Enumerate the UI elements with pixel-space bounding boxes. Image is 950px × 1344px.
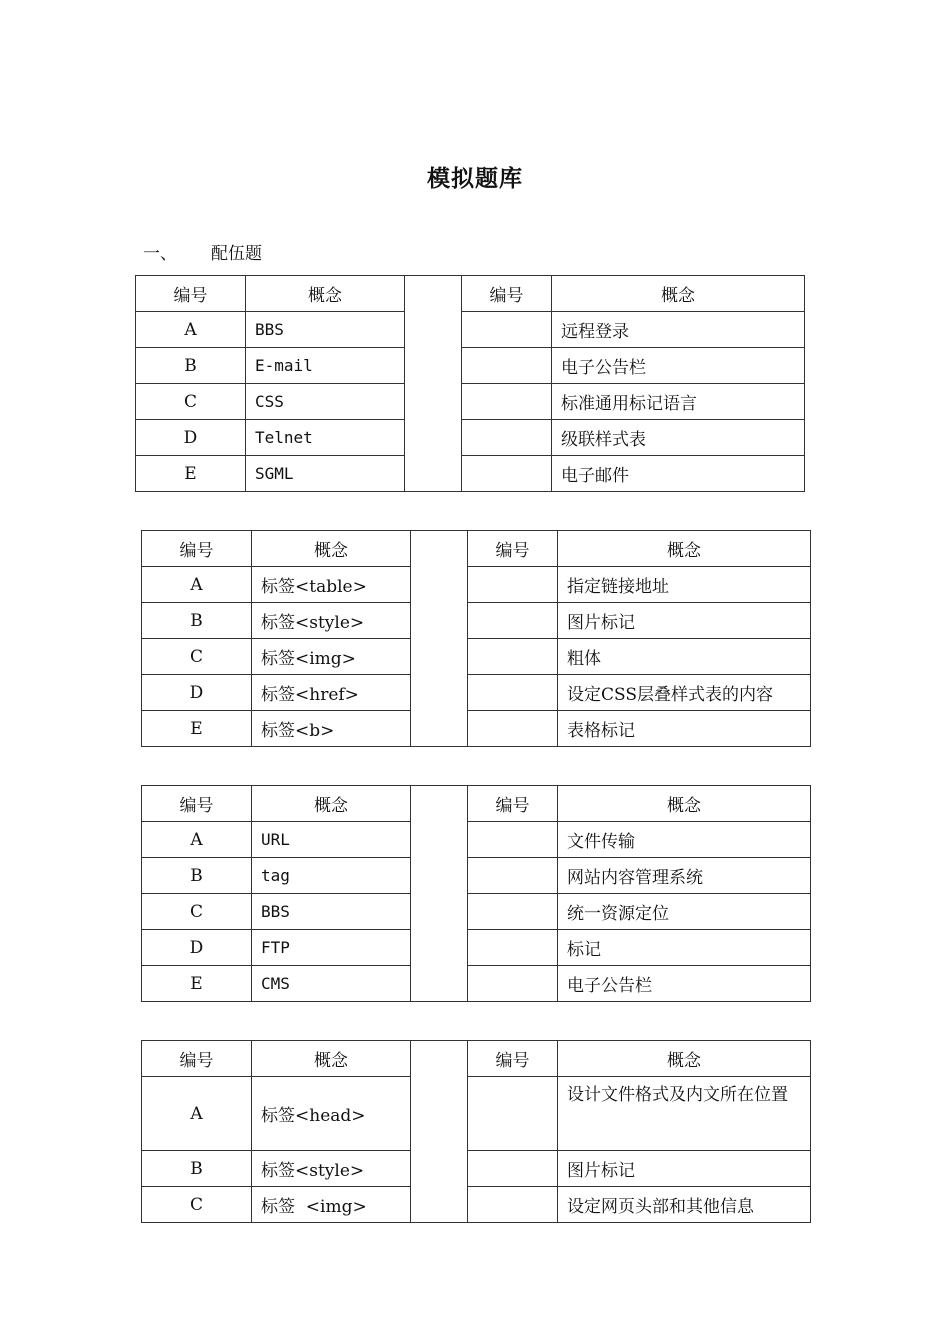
row-term: Telnet bbox=[246, 420, 405, 456]
row-id: D bbox=[142, 675, 252, 711]
table-gap bbox=[411, 1041, 468, 1223]
table-row bbox=[142, 858, 811, 894]
answer-cell[interactable] bbox=[468, 603, 558, 639]
table-gap bbox=[411, 786, 468, 1002]
row-term: E-mail bbox=[246, 348, 405, 384]
row-concept: 电子公告栏 bbox=[558, 966, 811, 1002]
row-concept: 设定网页头部和其他信息 bbox=[558, 1187, 811, 1223]
header-id-left: 编号 bbox=[142, 786, 252, 822]
answer-cell[interactable] bbox=[468, 711, 558, 747]
row-term: 标签<table> bbox=[252, 567, 411, 603]
row-concept: 电子公告栏 bbox=[552, 348, 805, 384]
row-concept: 粗体 bbox=[558, 639, 811, 675]
table-row bbox=[136, 456, 805, 492]
row-term: 标签<style> bbox=[252, 603, 411, 639]
row-concept: 网站内容管理系统 bbox=[558, 858, 811, 894]
row-id: A bbox=[142, 567, 252, 603]
row-concept: 表格标记 bbox=[558, 711, 811, 747]
header-concept-right: 概念 bbox=[558, 531, 811, 567]
row-id: B bbox=[142, 858, 252, 894]
header-concept-right: 概念 bbox=[558, 1041, 811, 1077]
matching-table-4 bbox=[141, 1040, 811, 1223]
answer-cell[interactable] bbox=[462, 456, 552, 492]
row-term: SGML bbox=[246, 456, 405, 492]
table-row bbox=[142, 966, 811, 1002]
answer-cell[interactable] bbox=[468, 894, 558, 930]
row-term: BBS bbox=[246, 312, 405, 348]
matching-table-2 bbox=[141, 530, 811, 747]
table-row bbox=[142, 675, 811, 711]
answer-cell[interactable] bbox=[462, 348, 552, 384]
table-row bbox=[142, 711, 811, 747]
table-row bbox=[142, 930, 811, 966]
answer-cell[interactable] bbox=[468, 822, 558, 858]
row-term: tag bbox=[252, 858, 411, 894]
table-row bbox=[142, 639, 811, 675]
row-term: FTP bbox=[252, 930, 411, 966]
row-term: BBS bbox=[252, 894, 411, 930]
section-heading bbox=[143, 239, 262, 264]
section-number: 一、 bbox=[143, 244, 177, 264]
row-id: A bbox=[142, 822, 252, 858]
row-concept: 远程登录 bbox=[552, 312, 805, 348]
table-row bbox=[142, 1151, 811, 1187]
table-header-row bbox=[142, 1041, 811, 1077]
answer-cell[interactable] bbox=[462, 384, 552, 420]
header-concept-left: 概念 bbox=[252, 531, 411, 567]
row-concept: 标准通用标记语言 bbox=[552, 384, 805, 420]
table-header-row bbox=[136, 276, 805, 312]
row-concept: 文件传输 bbox=[558, 822, 811, 858]
table-gap bbox=[405, 276, 462, 492]
header-id-right: 编号 bbox=[462, 276, 552, 312]
table-row bbox=[142, 1077, 811, 1151]
row-term: 标签<href> bbox=[252, 675, 411, 711]
answer-cell[interactable] bbox=[468, 639, 558, 675]
row-id: E bbox=[142, 711, 252, 747]
row-id: A bbox=[142, 1077, 252, 1151]
answer-cell[interactable] bbox=[468, 1077, 558, 1151]
row-id: B bbox=[142, 603, 252, 639]
row-term: CSS bbox=[246, 384, 405, 420]
row-concept: 设定CSS层叠样式表的内容 bbox=[558, 675, 811, 711]
answer-cell[interactable] bbox=[468, 1151, 558, 1187]
row-id: A bbox=[136, 312, 246, 348]
row-id: D bbox=[142, 930, 252, 966]
header-concept-left: 概念 bbox=[246, 276, 405, 312]
table-row bbox=[142, 1187, 811, 1223]
row-id: C bbox=[142, 1187, 252, 1223]
row-concept: 标记 bbox=[558, 930, 811, 966]
answer-cell[interactable] bbox=[468, 966, 558, 1002]
table-row bbox=[142, 822, 811, 858]
header-id-left: 编号 bbox=[136, 276, 246, 312]
page-title: 模拟题库 bbox=[427, 165, 523, 192]
row-id: B bbox=[136, 348, 246, 384]
answer-cell[interactable] bbox=[462, 420, 552, 456]
answer-cell[interactable] bbox=[468, 567, 558, 603]
table-row bbox=[142, 567, 811, 603]
header-concept-left: 概念 bbox=[252, 1041, 411, 1077]
table-row bbox=[136, 312, 805, 348]
row-concept: 图片标记 bbox=[558, 603, 811, 639]
row-id: C bbox=[136, 384, 246, 420]
header-id-right: 编号 bbox=[468, 1041, 558, 1077]
table-row bbox=[136, 348, 805, 384]
answer-cell[interactable] bbox=[468, 1187, 558, 1223]
answer-cell[interactable] bbox=[462, 312, 552, 348]
answer-cell[interactable] bbox=[468, 858, 558, 894]
header-concept-right: 概念 bbox=[558, 786, 811, 822]
table-row bbox=[136, 384, 805, 420]
row-concept: 图片标记 bbox=[558, 1151, 811, 1187]
table-row bbox=[136, 420, 805, 456]
row-term: CMS bbox=[252, 966, 411, 1002]
row-concept: 级联样式表 bbox=[552, 420, 805, 456]
row-concept: 指定链接地址 bbox=[558, 567, 811, 603]
matching-table-3 bbox=[141, 785, 811, 1002]
header-concept-left: 概念 bbox=[252, 786, 411, 822]
row-concept: 统一资源定位 bbox=[558, 894, 811, 930]
header-id-right: 编号 bbox=[468, 786, 558, 822]
matching-table-1 bbox=[135, 275, 805, 492]
row-term: 标签 <img> bbox=[252, 1187, 411, 1223]
header-id-left: 编号 bbox=[142, 531, 252, 567]
header-concept-right: 概念 bbox=[552, 276, 805, 312]
row-term: 标签<b> bbox=[252, 711, 411, 747]
table-header-row bbox=[142, 786, 811, 822]
row-term: 标签<head> bbox=[252, 1077, 411, 1151]
row-term: 标签<style> bbox=[252, 1151, 411, 1187]
row-id: C bbox=[142, 894, 252, 930]
header-id-right: 编号 bbox=[468, 531, 558, 567]
row-id: C bbox=[142, 639, 252, 675]
table-gap bbox=[411, 531, 468, 747]
answer-cell[interactable] bbox=[468, 675, 558, 711]
answer-cell[interactable] bbox=[468, 930, 558, 966]
row-term: URL bbox=[252, 822, 411, 858]
row-id: D bbox=[136, 420, 246, 456]
table-row bbox=[142, 603, 811, 639]
table-row bbox=[142, 894, 811, 930]
row-id: E bbox=[136, 456, 246, 492]
row-id: B bbox=[142, 1151, 252, 1187]
row-concept: 电子邮件 bbox=[552, 456, 805, 492]
section-label: 配伍题 bbox=[211, 244, 262, 264]
table-header-row bbox=[142, 531, 811, 567]
header-id-left: 编号 bbox=[142, 1041, 252, 1077]
row-concept: 设计文件格式及内文所在位置 bbox=[558, 1077, 811, 1151]
row-id: E bbox=[142, 966, 252, 1002]
row-term: 标签<img> bbox=[252, 639, 411, 675]
